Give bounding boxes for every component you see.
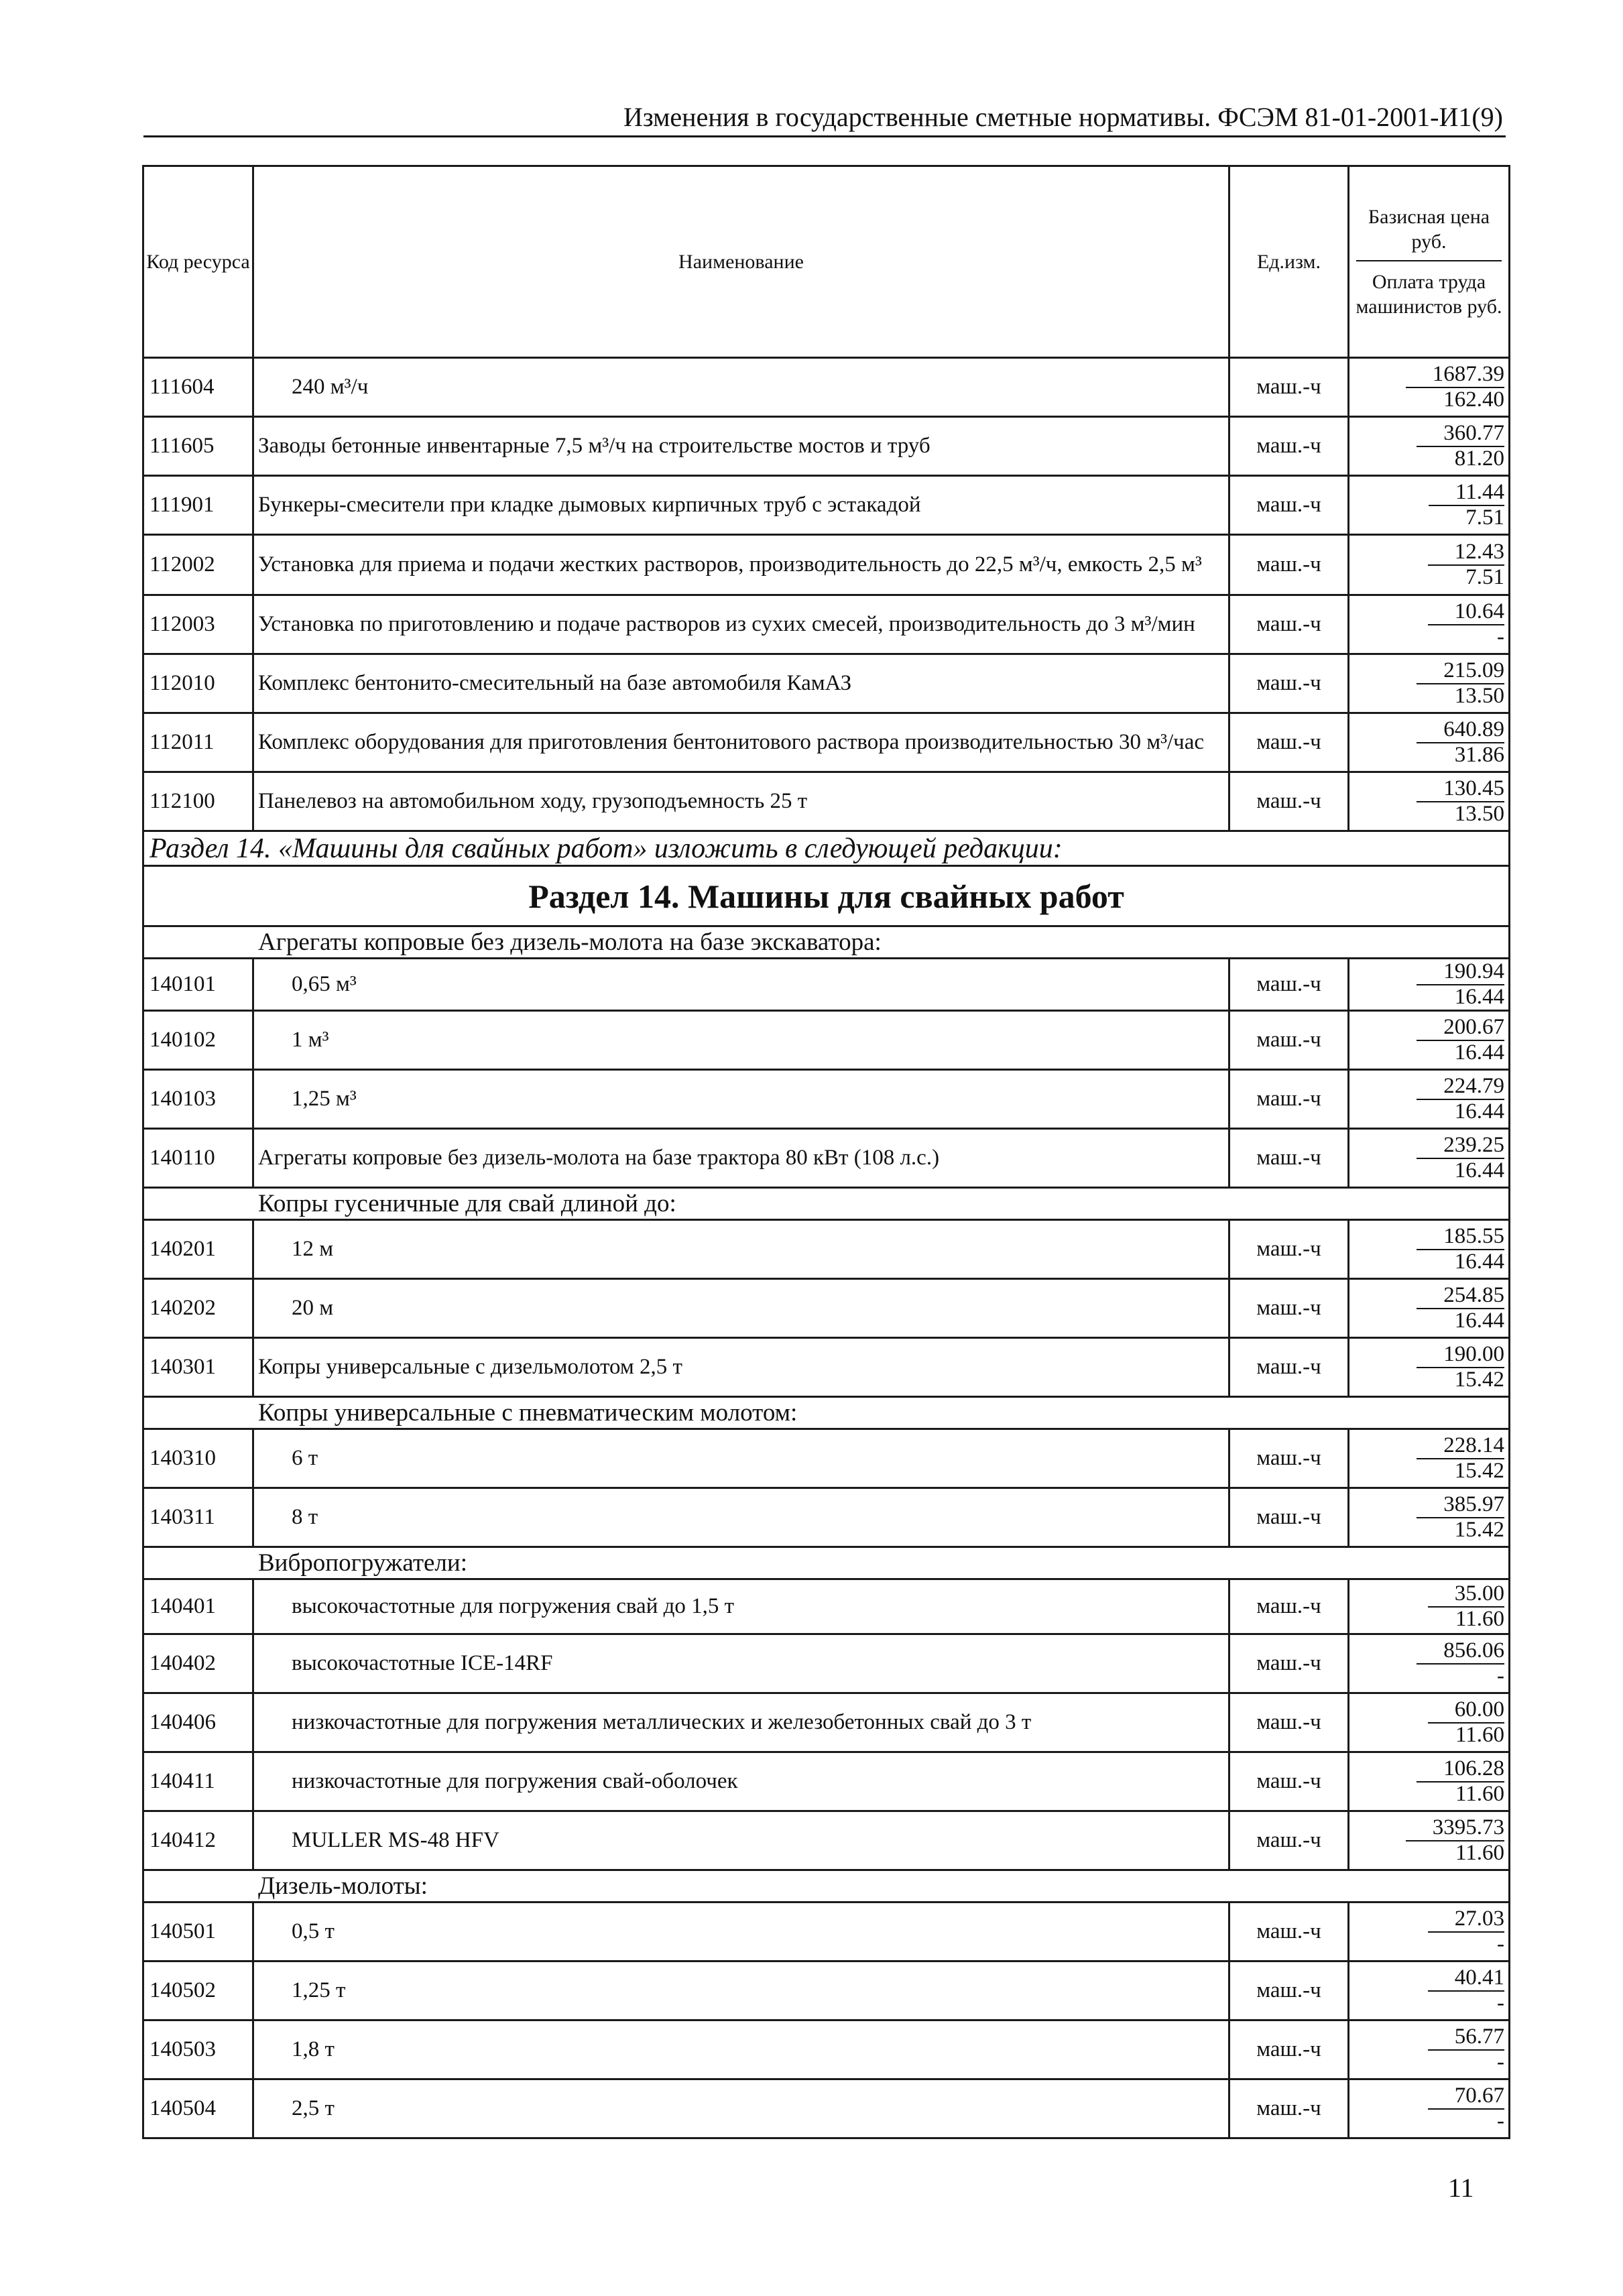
group-label-row <box>143 926 1510 959</box>
page-number: 11 <box>1448 2173 1474 2203</box>
base-price: 3395.73 <box>1406 1816 1504 1841</box>
resource-name: 0,65 м³ <box>253 959 1229 1011</box>
price-box <box>1349 960 1508 1009</box>
section-note-row <box>143 831 1510 866</box>
price-box <box>1349 659 1508 708</box>
resource-code: 111604 <box>143 358 253 417</box>
resource-unit: маш.-ч <box>1229 1752 1349 1811</box>
operator-wage: - <box>1497 1663 1504 1688</box>
resource-unit: маш.-ч <box>1229 535 1349 595</box>
resource-name: высокочастотные для погружения свай до 1,5 т <box>253 1579 1229 1634</box>
resource-name: высокочастотные ICE-14RF <box>253 1634 1229 1693</box>
resource-name: Агрегаты копровые без дизель-молота на базе трактора 80 кВт (108 л.с.) <box>253 1129 1229 1188</box>
operator-wage: 7.51 <box>1465 505 1504 530</box>
resource-price <box>1349 535 1510 595</box>
base-price: 224.79 <box>1417 1075 1504 1100</box>
resource-code: 140502 <box>143 1961 253 2020</box>
resource-unit: маш.-ч <box>1229 1902 1349 1961</box>
resource-price <box>1349 2020 1510 2079</box>
table-row <box>143 1429 1510 1488</box>
header-name: Наименование <box>253 166 1229 358</box>
price-box <box>1349 1434 1508 1483</box>
resource-name: Установка по приготовлению и подаче растворов из сухих смесей, производительность до 3 м³/мин <box>253 595 1229 654</box>
resource-name: 1,25 т <box>253 1961 1229 2020</box>
price-box <box>1349 1075 1508 1124</box>
price-box <box>1349 1134 1508 1183</box>
operator-wage: 11.60 <box>1455 1606 1504 1631</box>
table-row <box>143 1011 1510 1070</box>
table-row <box>143 1902 1510 1961</box>
resource-unit: маш.-ч <box>1229 2020 1349 2079</box>
operator-wage: 11.60 <box>1455 1722 1504 1747</box>
header-code: Код ресурса <box>143 166 253 358</box>
base-price: 640.89 <box>1417 718 1504 743</box>
operator-wage: 11.60 <box>1455 1840 1504 1865</box>
group-label: Копры гусеничные для свай длиной до: <box>143 1188 1510 1220</box>
resource-price <box>1349 959 1510 1011</box>
resource-name: 1,25 м³ <box>253 1070 1229 1129</box>
price-box <box>1349 1016 1508 1065</box>
header-price-wage: Оплата труда машинистов руб. <box>1356 270 1502 318</box>
resource-code: 112003 <box>143 595 253 654</box>
table-row <box>143 1579 1510 1634</box>
resource-name: 1,8 т <box>253 2020 1229 2079</box>
operator-wage: 15.42 <box>1454 1367 1504 1392</box>
price-box <box>1349 1493 1508 1542</box>
resource-unit: маш.-ч <box>1229 1338 1349 1397</box>
table-row <box>143 1961 1510 2020</box>
resource-price <box>1349 1488 1510 1547</box>
table-row <box>143 713 1510 772</box>
operator-wage: - <box>1497 1931 1504 1956</box>
resource-price <box>1349 1011 1510 1070</box>
base-price: 190.94 <box>1417 960 1504 985</box>
price-box <box>1349 2025 1508 2074</box>
resource-price <box>1349 713 1510 772</box>
resource-code: 140401 <box>143 1579 253 1634</box>
resource-name: Бункеры-смесители при кладке дымовых кирпичных труб с эстакадой <box>253 476 1229 535</box>
resource-code: 111901 <box>143 476 253 535</box>
operator-wage: - <box>1497 2108 1504 2133</box>
table-row <box>143 1488 1510 1547</box>
table-row <box>143 1693 1510 1752</box>
table-row <box>143 1338 1510 1397</box>
resource-price <box>1349 476 1510 535</box>
resource-code: 112011 <box>143 713 253 772</box>
header-title: Изменения в государственные сметные нормативы. ФСЭМ 81-01-2001-И1(9) <box>623 102 1503 132</box>
resource-name: 6 т <box>253 1429 1229 1488</box>
base-price: 190.00 <box>1417 1343 1504 1368</box>
table-row <box>143 1070 1510 1129</box>
table-row <box>143 1752 1510 1811</box>
resource-table <box>142 165 1510 2139</box>
table-row <box>143 1129 1510 1188</box>
section-note: Раздел 14. «Машины для свайных работ» изложить в следующей редакции: <box>143 831 1510 866</box>
resource-code: 140412 <box>143 1811 253 1870</box>
resource-code: 140503 <box>143 2020 253 2079</box>
resource-name: Установка для приема и подачи жестких растворов, производительность до 22,5 м³/ч, емкость 2,5 м³ <box>253 535 1229 595</box>
price-box <box>1349 481 1508 530</box>
resource-code: 112010 <box>143 654 253 713</box>
resource-name: 240 м³/ч <box>253 358 1229 417</box>
resource-price <box>1349 1634 1510 1693</box>
price-box <box>1349 1907 1508 1956</box>
resource-name: низкочастотные для погружения металлических и железобетонных свай до 3 т <box>253 1693 1229 1752</box>
resource-price <box>1349 1693 1510 1752</box>
base-price: 200.67 <box>1417 1016 1504 1041</box>
operator-wage: 16.44 <box>1454 1249 1504 1274</box>
table-row <box>143 417 1510 476</box>
resource-price <box>1349 1902 1510 1961</box>
resource-name: 1 м³ <box>253 1011 1229 1070</box>
resource-price <box>1349 1070 1510 1129</box>
base-price: 360.77 <box>1417 422 1504 447</box>
group-label: Дизель-молоты: <box>143 1870 1510 1902</box>
resource-code: 140310 <box>143 1429 253 1488</box>
resource-unit: маш.-ч <box>1229 1070 1349 1129</box>
operator-wage: - <box>1497 1990 1504 2015</box>
resource-name: низкочастотные для погружения свай-оболочек <box>253 1752 1229 1811</box>
price-box <box>1349 363 1508 412</box>
resource-price <box>1349 358 1510 417</box>
resource-price <box>1349 595 1510 654</box>
operator-wage: - <box>1497 624 1504 649</box>
resource-unit: маш.-ч <box>1229 476 1349 535</box>
resource-code: 140110 <box>143 1129 253 1188</box>
base-price: 185.55 <box>1417 1225 1504 1250</box>
price-box <box>1349 600 1508 649</box>
operator-wage: 15.42 <box>1454 1517 1504 1542</box>
resource-unit: маш.-ч <box>1229 772 1349 831</box>
group-label: Копры универсальные с пневматическим молотом: <box>143 1397 1510 1429</box>
operator-wage: 162.40 <box>1443 387 1504 412</box>
operator-wage: 16.44 <box>1454 1040 1504 1065</box>
resource-unit: маш.-ч <box>1229 1634 1349 1693</box>
resource-code: 140101 <box>143 959 253 1011</box>
price-box <box>1349 2084 1508 2133</box>
price-box <box>1349 1966 1508 2015</box>
base-price: 856.06 <box>1417 1639 1504 1665</box>
resource-unit: маш.-ч <box>1229 1011 1349 1070</box>
header-price <box>1349 166 1510 358</box>
resource-unit: маш.-ч <box>1229 1811 1349 1870</box>
price-box <box>1349 718 1508 767</box>
resource-price <box>1349 1220 1510 1279</box>
operator-wage: 13.50 <box>1454 683 1504 708</box>
table-row <box>143 772 1510 831</box>
resource-name: Комплекс бентонито-смесительный на базе автомобиля КамАЗ <box>253 654 1229 713</box>
group-label-row <box>143 1870 1510 1902</box>
table-row <box>143 476 1510 535</box>
base-price: 215.09 <box>1417 659 1504 684</box>
table-row <box>143 595 1510 654</box>
table-row <box>143 2020 1510 2079</box>
resource-price <box>1349 1338 1510 1397</box>
resource-price <box>1349 1579 1510 1634</box>
table-row <box>143 654 1510 713</box>
price-box <box>1349 1816 1508 1865</box>
resource-unit: маш.-ч <box>1229 713 1349 772</box>
table-row <box>143 959 1510 1011</box>
price-box <box>1349 1639 1508 1688</box>
resource-name: Копры универсальные с дизельмолотом 2,5 т <box>253 1338 1229 1397</box>
section-title-row <box>143 866 1510 926</box>
resource-unit: маш.-ч <box>1229 1961 1349 2020</box>
table-row <box>143 535 1510 595</box>
resource-code: 140504 <box>143 2079 253 2138</box>
resource-price <box>1349 1279 1510 1338</box>
resource-price <box>1349 417 1510 476</box>
operator-wage: 31.86 <box>1454 742 1504 767</box>
resource-unit: маш.-ч <box>1229 1220 1349 1279</box>
operator-wage: 16.44 <box>1454 1158 1504 1183</box>
resource-code: 140102 <box>143 1011 253 1070</box>
operator-wage: 16.44 <box>1454 984 1504 1009</box>
resource-code: 140301 <box>143 1338 253 1397</box>
base-price: 239.25 <box>1417 1134 1504 1159</box>
resource-price <box>1349 1811 1510 1870</box>
section-title: Раздел 14. Машины для свайных работ <box>143 866 1510 926</box>
header-unit: Ед.изм. <box>1229 166 1349 358</box>
base-price: 35.00 <box>1428 1582 1504 1608</box>
resource-code: 140311 <box>143 1488 253 1547</box>
resource-code: 111605 <box>143 417 253 476</box>
table-row <box>143 1220 1510 1279</box>
base-price: 12.43 <box>1428 540 1504 566</box>
table-row <box>143 358 1510 417</box>
resource-name: 0,5 т <box>253 1902 1229 1961</box>
resource-code: 140201 <box>143 1220 253 1279</box>
base-price: 1687.39 <box>1406 363 1504 388</box>
resource-code: 112100 <box>143 772 253 831</box>
resource-unit: маш.-ч <box>1229 1279 1349 1338</box>
price-box <box>1349 422 1508 471</box>
group-label-row <box>143 1188 1510 1220</box>
resource-unit: маш.-ч <box>1229 2079 1349 2138</box>
price-box <box>1349 1225 1508 1274</box>
group-label: Вибропогружатели: <box>143 1547 1510 1579</box>
price-box <box>1349 1343 1508 1392</box>
resource-code: 140501 <box>143 1902 253 1961</box>
group-label-row <box>143 1547 1510 1579</box>
resource-name: 8 т <box>253 1488 1229 1547</box>
resource-unit: маш.-ч <box>1229 1129 1349 1188</box>
price-box <box>1349 1698 1508 1747</box>
resource-price <box>1349 772 1510 831</box>
base-price: 254.85 <box>1417 1284 1504 1309</box>
resource-unit: маш.-ч <box>1229 654 1349 713</box>
table-header-row <box>143 166 1510 358</box>
table-row <box>143 1811 1510 1870</box>
resource-unit: маш.-ч <box>1229 1693 1349 1752</box>
resource-name: Комплекс оборудования для приготовления бентонитового раствора производительностью 30 м³/час <box>253 713 1229 772</box>
resource-name: Заводы бетонные инвентарные 7,5 м³/ч на строительстве мостов и труб <box>253 417 1229 476</box>
operator-wage: 81.20 <box>1454 446 1504 471</box>
price-box <box>1349 540 1508 589</box>
operator-wage: - <box>1497 2049 1504 2074</box>
operator-wage: 15.42 <box>1454 1458 1504 1483</box>
resource-price <box>1349 2079 1510 2138</box>
resource-price <box>1349 1129 1510 1188</box>
resource-name: 12 м <box>253 1220 1229 1279</box>
resource-unit: маш.-ч <box>1229 595 1349 654</box>
resource-price <box>1349 1961 1510 2020</box>
base-price: 10.64 <box>1428 600 1504 625</box>
price-box <box>1349 777 1508 826</box>
price-box <box>1349 1284 1508 1333</box>
resource-unit: маш.-ч <box>1229 417 1349 476</box>
resource-code: 140402 <box>143 1634 253 1693</box>
price-box <box>1349 1757 1508 1806</box>
resource-name: Панелевоз на автомобильном ходу, грузоподъемность 25 т <box>253 772 1229 831</box>
page-header <box>143 94 1506 137</box>
table-row <box>143 1634 1510 1693</box>
resource-price <box>1349 654 1510 713</box>
resource-unit: маш.-ч <box>1229 1579 1349 1634</box>
resource-unit: маш.-ч <box>1229 358 1349 417</box>
table-row <box>143 1279 1510 1338</box>
operator-wage: 13.50 <box>1454 801 1504 826</box>
resource-price <box>1349 1429 1510 1488</box>
resource-code: 140411 <box>143 1752 253 1811</box>
base-price: 27.03 <box>1428 1907 1504 1933</box>
resource-name: MULLER MS-48 HFV <box>253 1811 1229 1870</box>
base-price: 40.41 <box>1428 1966 1504 1992</box>
base-price: 106.28 <box>1417 1757 1504 1783</box>
base-price: 11.44 <box>1429 481 1504 506</box>
resource-name: 20 м <box>253 1279 1229 1338</box>
operator-wage: 16.44 <box>1454 1308 1504 1333</box>
operator-wage: 7.51 <box>1465 564 1504 589</box>
base-price: 385.97 <box>1417 1493 1504 1518</box>
base-price: 228.14 <box>1417 1434 1504 1459</box>
resource-unit: маш.-ч <box>1229 959 1349 1011</box>
table-row <box>143 2079 1510 2138</box>
base-price: 70.67 <box>1428 2084 1504 2110</box>
resource-code: 140406 <box>143 1693 253 1752</box>
resource-table-body <box>143 166 1510 2138</box>
resource-unit: маш.-ч <box>1229 1429 1349 1488</box>
resource-code: 140103 <box>143 1070 253 1129</box>
operator-wage: 16.44 <box>1454 1099 1504 1124</box>
price-box <box>1349 1582 1508 1631</box>
resource-code: 112002 <box>143 535 253 595</box>
group-label: Агрегаты копровые без дизель-молота на базе экскаватора: <box>143 926 1510 959</box>
group-label-row <box>143 1397 1510 1429</box>
resource-code: 140202 <box>143 1279 253 1338</box>
base-price: 60.00 <box>1428 1698 1504 1724</box>
resource-price <box>1349 1752 1510 1811</box>
resource-unit: маш.-ч <box>1229 1488 1349 1547</box>
operator-wage: 11.60 <box>1455 1781 1504 1806</box>
base-price: 130.45 <box>1417 777 1504 802</box>
resource-name: 2,5 т <box>253 2079 1229 2138</box>
header-price-base: Базисная цена руб. <box>1356 204 1502 261</box>
base-price: 56.77 <box>1428 2025 1504 2051</box>
